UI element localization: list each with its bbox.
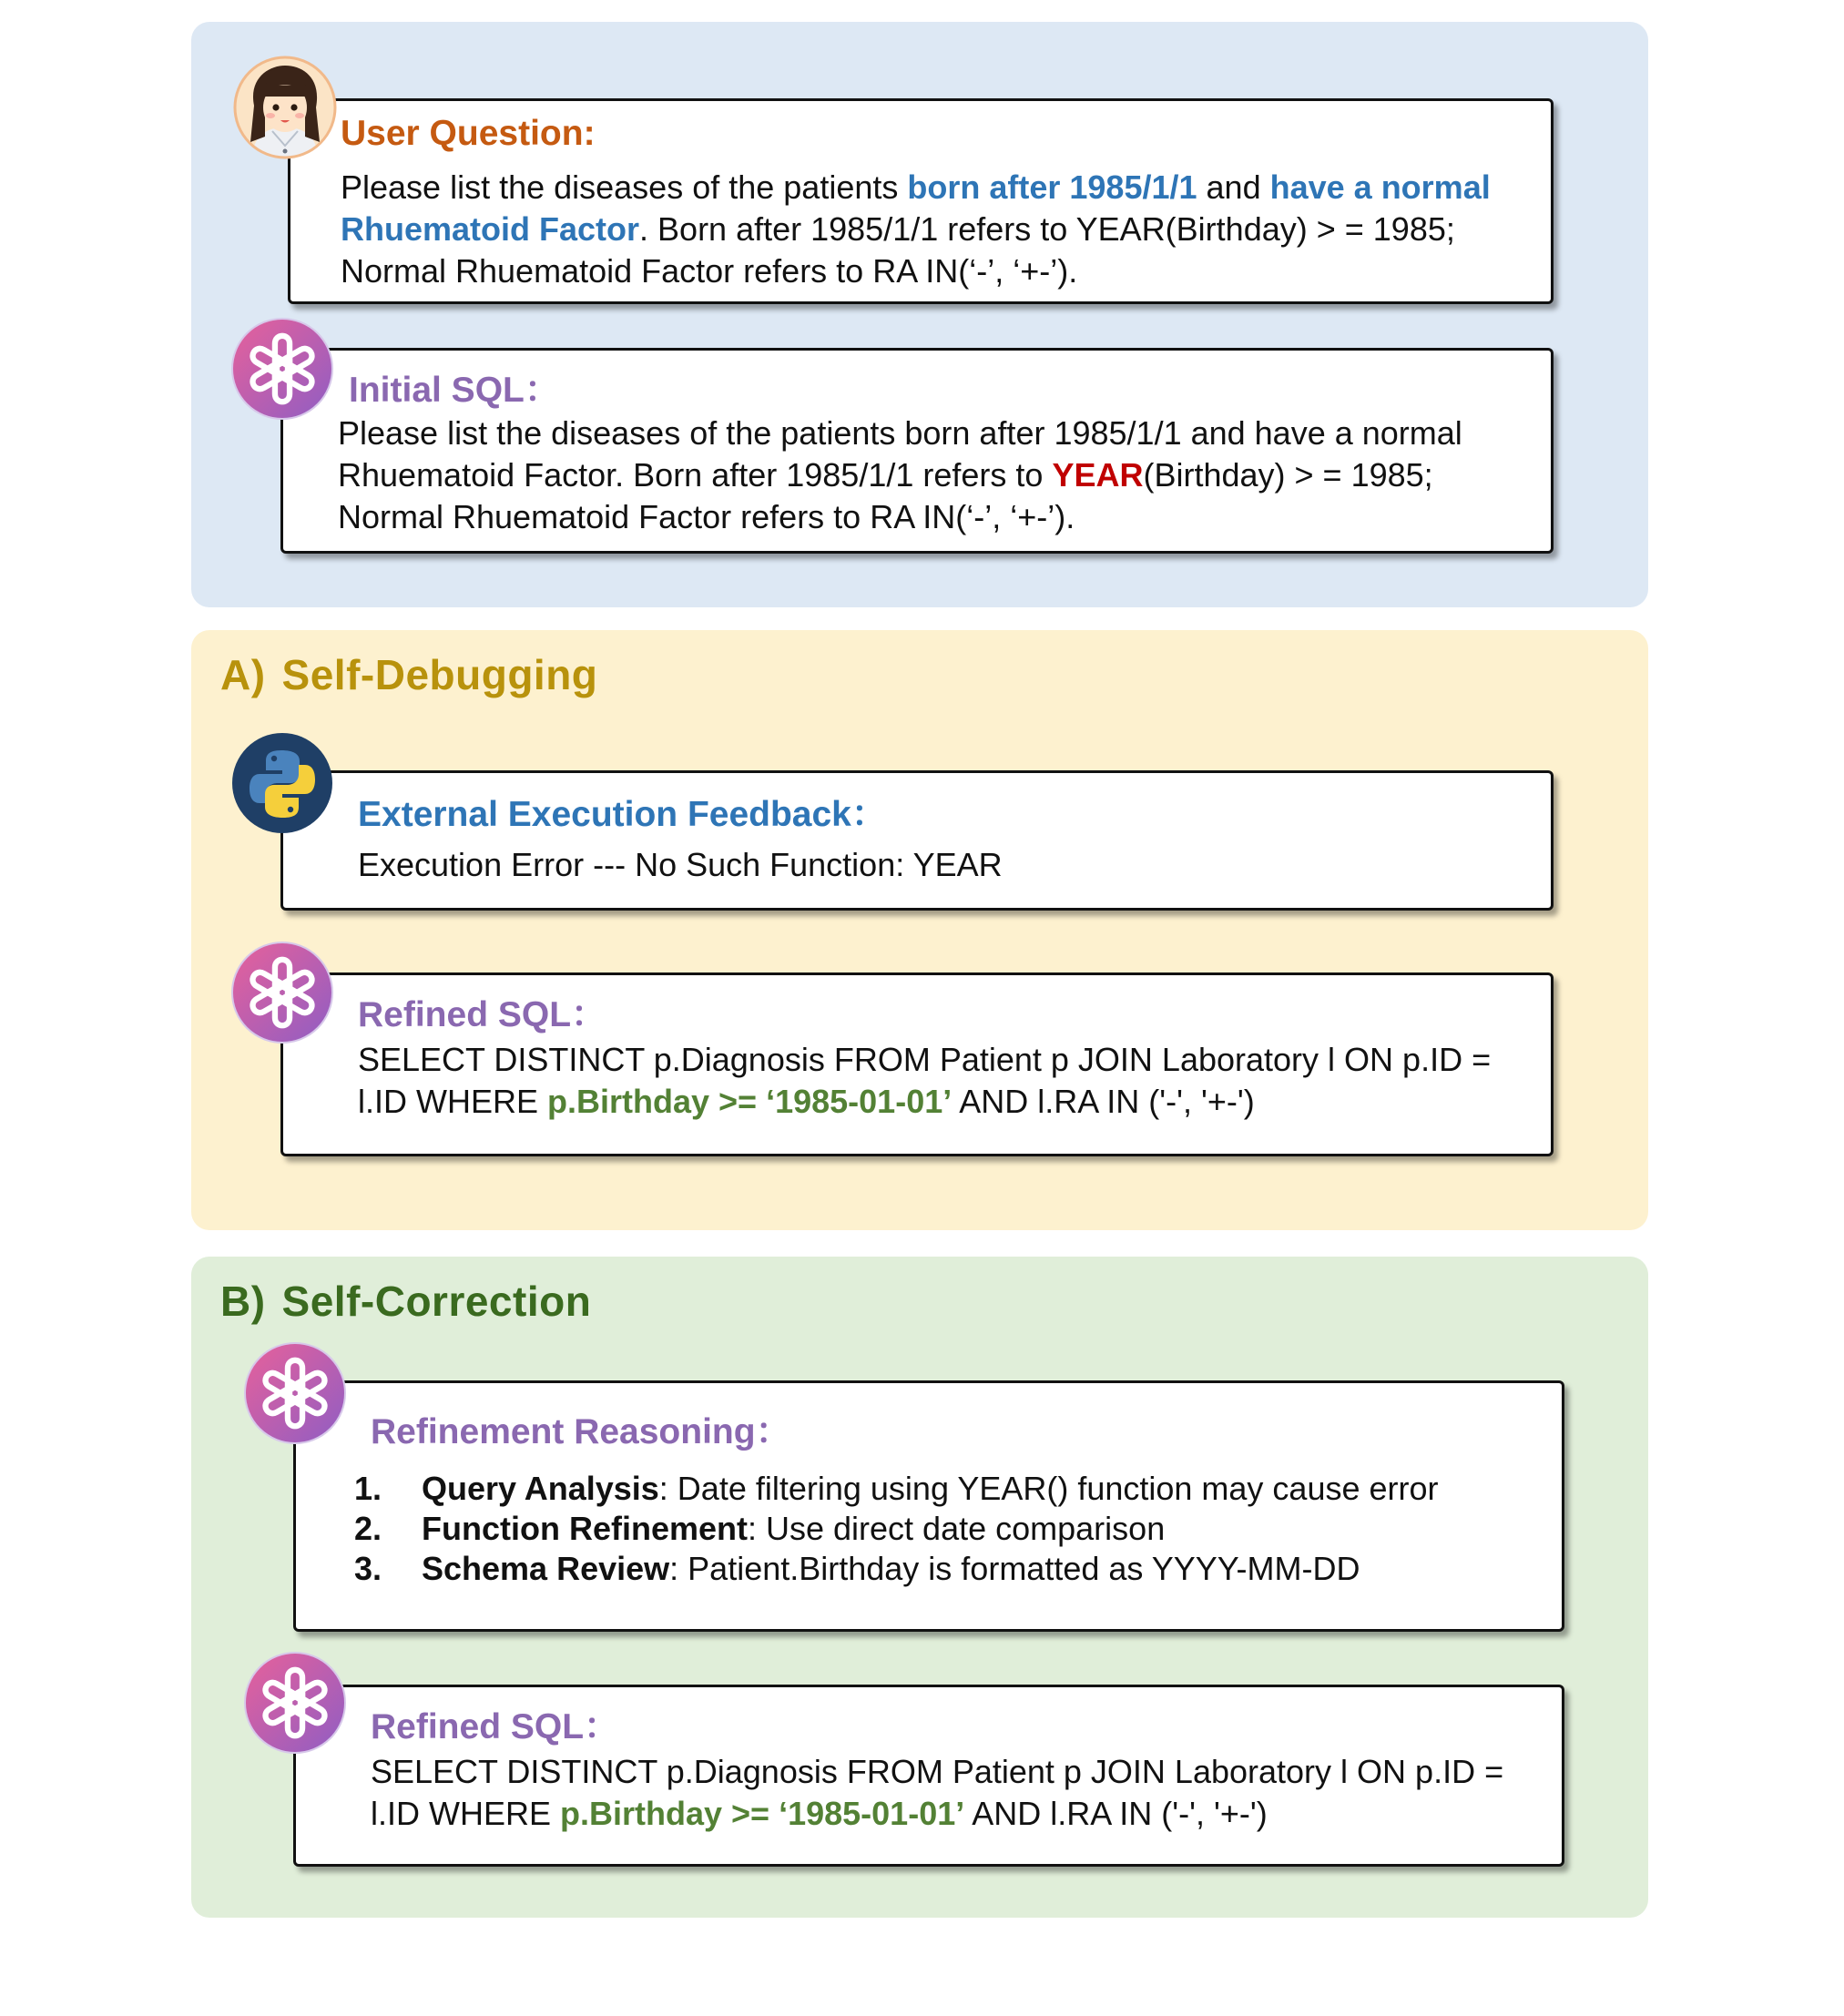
highlight-date-comparison: p.Birthday >= ‘1985-01-01’	[547, 1083, 953, 1120]
initial-sql-card	[280, 348, 1554, 554]
initial-sql-title: Initial SQL：	[349, 371, 560, 410]
user-question-line-3: Normal Rhuematoid Factor refers to RA IN(‘-’, ‘+-’).	[341, 252, 1078, 290]
step-query-analysis: 1. Query Analysis: Date filtering using YEAR() function may cause error	[354, 1470, 1439, 1507]
self-correction-heading: B) Self-Correction	[220, 1278, 592, 1325]
refined-sql-line-2: l.ID WHERE p.Birthday >= ‘1985-01-01’ AND l.RA IN ('-', '+-')	[358, 1083, 1255, 1120]
step-function-refinement: 2. Function Refinement: Use direct date comparison	[354, 1510, 1166, 1547]
openai-logo-icon	[229, 316, 335, 422]
self-correction-panel	[191, 1257, 1648, 1918]
highlight-date-comparison: p.Birthday >= ‘1985-01-01’	[560, 1795, 965, 1832]
python-logo-icon	[229, 730, 335, 836]
refined-sql-title-a: Refined SQL：	[358, 995, 607, 1034]
initial-sql-line-1: Please list the diseases of the patients born after 1985/1/1 and have a normal	[338, 414, 1462, 452]
refinement-steps-list	[354, 1469, 1439, 1589]
refined-sql-line-1: SELECT DISTINCT p.Diagnosis FROM Patient p JOIN Laboratory l ON p.ID =	[358, 1041, 1492, 1078]
refined-sql-line-1: SELECT DISTINCT p.Diagnosis FROM Patient p JOIN Laboratory l ON p.ID =	[371, 1753, 1504, 1790]
refined-sql-card-b	[293, 1685, 1564, 1867]
user-question-line-2: Rhuematoid Factor. Born after 1985/1/1 refers to YEAR(Birthday) > = 1985;	[341, 210, 1455, 248]
refined-sql-card-a	[280, 972, 1554, 1156]
self-debugging-panel	[191, 630, 1648, 1230]
highlight-birth-condition: born after 1985/1/1	[907, 168, 1197, 206]
highlight-year-function: YEAR	[1052, 456, 1144, 494]
refined-sql-line-2: l.ID WHERE p.Birthday >= ‘1985-01-01’ AND l.RA IN ('-', '+-')	[371, 1795, 1268, 1832]
refined-sql-title-b: Refined SQL：	[371, 1707, 620, 1746]
user-question-text	[341, 167, 1491, 292]
initial-sql-line-3: Normal Rhuematoid Factor refers to RA IN(‘-’, ‘+-’).	[338, 498, 1075, 535]
refined-sql-text-b	[371, 1751, 1503, 1835]
refinement-reasoning-title: Refinement Reasoning：	[371, 1412, 791, 1451]
highlight-rhuematoid-factor: Rhuematoid Factor	[341, 210, 640, 248]
openai-logo-icon	[242, 1650, 348, 1756]
self-debugging-heading: A) Self-Debugging	[220, 651, 598, 698]
user-avatar-icon	[232, 55, 338, 160]
openai-logo-icon	[242, 1340, 348, 1446]
highlight-normal-condition: have a normal	[1269, 168, 1491, 206]
refinement-reasoning-card	[293, 1380, 1564, 1632]
execution-feedback-card	[280, 770, 1554, 911]
refined-sql-text-a	[358, 1039, 1491, 1123]
step-schema-review: 3. Schema Review: Patient.Birthday is formatted as YYYY-MM-DD	[354, 1550, 1360, 1587]
initial-sql-line-2: Rhuematoid Factor. Born after 1985/1/1 refers to YEAR(Birthday) > = 1985;	[338, 456, 1433, 494]
execution-feedback-text: Execution Error --- No Such Function: YEAR	[358, 846, 1003, 883]
user-question-title: User Question:	[341, 114, 596, 153]
execution-feedback-title: External Execution Feedback：	[358, 795, 887, 834]
openai-logo-icon	[229, 940, 335, 1045]
initial-sql-text	[338, 412, 1462, 538]
user-question-card	[288, 98, 1554, 304]
question-panel	[191, 22, 1648, 607]
user-question-line-1: Please list the diseases of the patients born after 1985/1/1 and have a normal	[341, 168, 1491, 206]
